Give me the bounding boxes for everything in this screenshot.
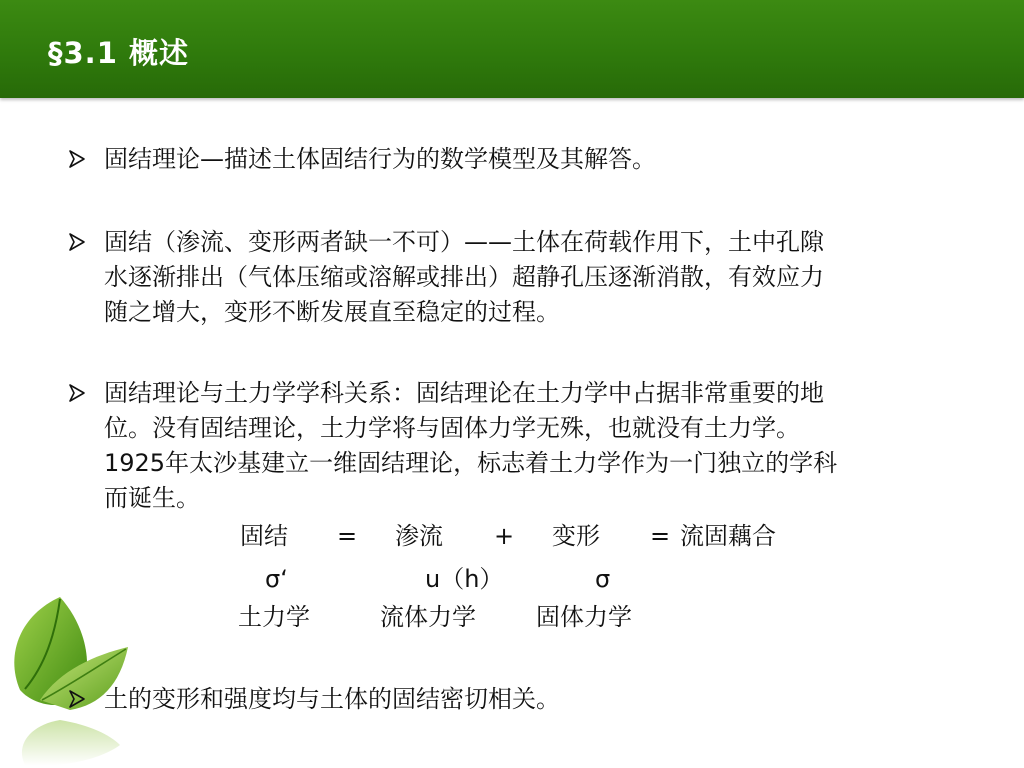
slide-header [0, 0, 1024, 98]
plus-sign: + [494, 522, 515, 550]
equation-term: 固结 [240, 522, 288, 550]
bullet-text-line: 位。没有固结理论，土力学将与固体力学无殊，也就没有土力学。 [104, 414, 800, 442]
arrow-bullet-icon [68, 689, 86, 709]
equation-term: 变形 [552, 522, 600, 550]
arrow-bullet-icon [68, 149, 86, 169]
bullet-text-line: 而诞生。 [104, 484, 200, 512]
equals-sign: = [337, 522, 358, 550]
slide-title: §3.1 概述 [48, 36, 189, 70]
equals-sign: = [650, 522, 671, 550]
bullet-text-line: 1925年太沙基建立一维固结理论，标志着土力学作为一门独立的学科 [104, 449, 838, 477]
bullet-text-line: 固结（渗流、变形两者缺一不可）——土体在荷载作用下，土中孔隙 [104, 228, 824, 256]
green-leaf-icon [0, 585, 160, 768]
equation-term: 渗流 [395, 522, 443, 550]
equation-term: 流固藕合 [680, 522, 776, 550]
bullet-item [104, 682, 974, 717]
bullet-text-line: 土的变形和强度均与土体的固结密切相关。 [104, 685, 560, 713]
bullet-text-line: 水逐渐排出（气体压缩或溶解或排出）超静孔压逐渐消散，有效应力 [104, 263, 824, 291]
bullet-text-line: 随之增大，变形不断发展直至稳定的过程。 [104, 298, 560, 326]
equation-label: 土力学 [238, 603, 310, 631]
arrow-bullet-icon [68, 383, 86, 403]
arrow-bullet-icon [68, 232, 86, 252]
bullet-item [104, 225, 974, 330]
bullet-text-line: 固结理论与土力学学科关系：固结理论在土力学中占据非常重要的地 [104, 379, 824, 407]
bullet-item [104, 142, 974, 177]
equation-label: 流体力学 [380, 603, 476, 631]
bullet-text-line: 固结理论—描述土体固结行为的数学模型及其解答。 [104, 145, 656, 173]
equation-symbol: σ [595, 565, 611, 593]
equation-symbol: u（h） [425, 565, 504, 593]
equation-label: 固体力学 [536, 603, 632, 631]
equation-symbol: σ‘ [265, 565, 288, 593]
bullet-item [104, 376, 974, 516]
